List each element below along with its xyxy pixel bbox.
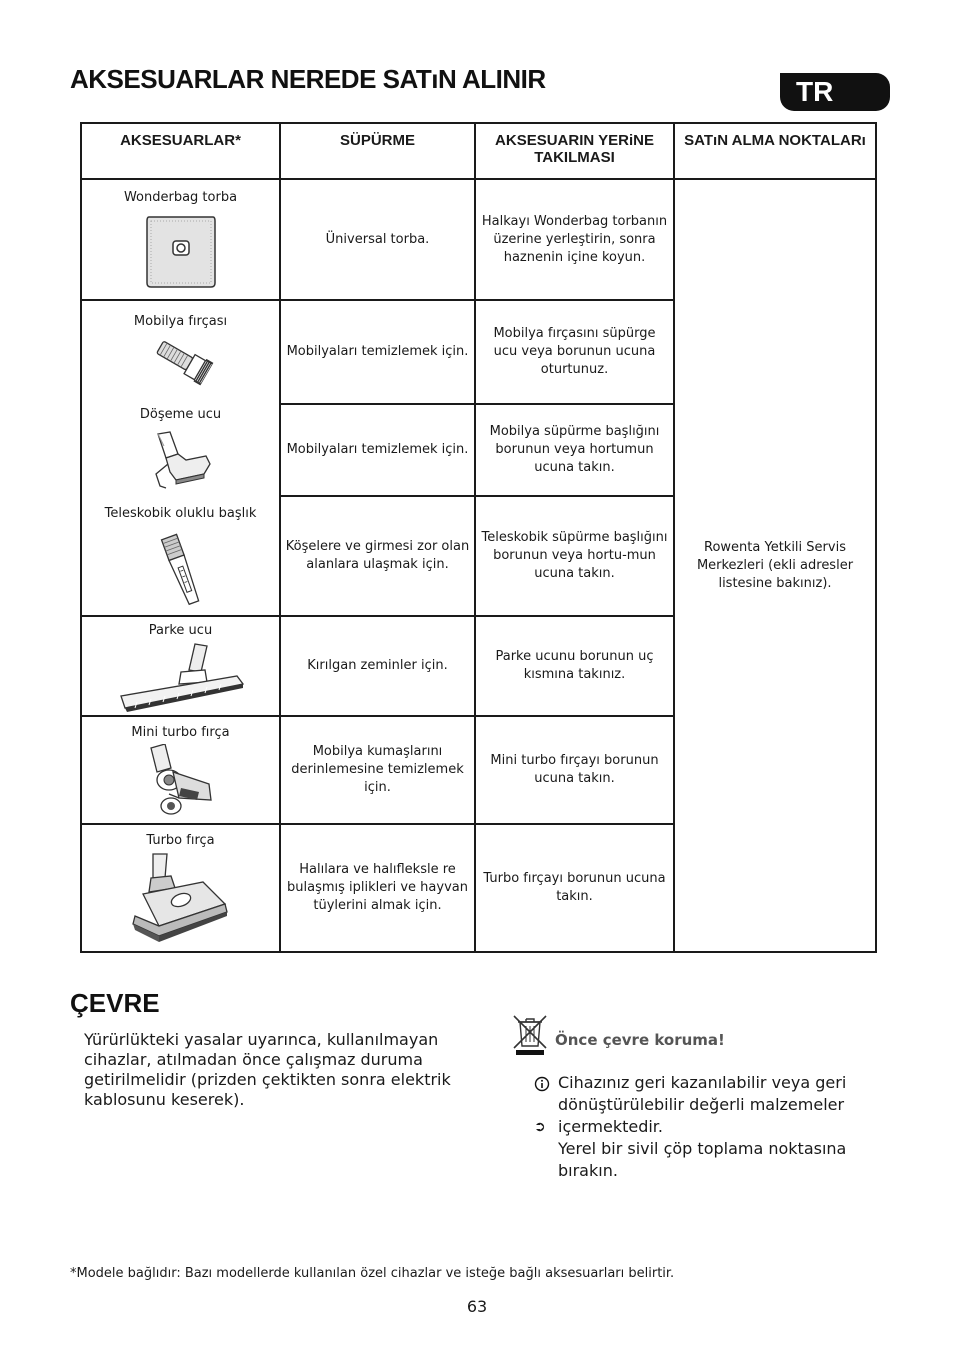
environment-recycling xyxy=(558,1072,858,1182)
accessories-table xyxy=(80,122,877,953)
use-cell: Kırılgan zeminler için. xyxy=(280,616,475,716)
accessory-cell xyxy=(81,616,280,716)
mini-turbo-brush-icon xyxy=(139,744,223,820)
fit-cell: Mini turbo fırçayı borunun ucuna takın. xyxy=(475,716,674,824)
header-vacuuming: SÜPÜRME xyxy=(280,123,475,179)
accessory-cell xyxy=(81,716,280,824)
table-row xyxy=(81,179,876,300)
accessory-cell xyxy=(81,404,280,496)
turbo-brush-icon xyxy=(129,852,233,948)
use-cell: Mobilyaları temizlemek için. xyxy=(280,300,475,404)
info-icon xyxy=(534,1076,550,1092)
fit-cell: Mobilya süpürme başlığını borunun veya hortumun ucuna takın. xyxy=(475,404,674,496)
language-badge: TR xyxy=(780,73,890,111)
purchase-cell: Rowenta Yetkili Servis Merkezleri (ekli adresler listesine bakınız). xyxy=(674,179,876,952)
recycling-action: Yerel bir sivil çöp toplama noktasına bırakın. xyxy=(558,1139,847,1180)
accessory-name: Teleskobik oluklu başlık xyxy=(104,505,257,521)
use-cell: Mobilyaları temizlemek için. xyxy=(280,404,475,496)
table-header-row xyxy=(81,123,876,179)
parquet-brush-icon xyxy=(115,642,247,714)
use-cell: Üniversal torba. xyxy=(280,179,475,300)
fit-cell: Halkayı Wonderbag torbanın üzerine yerleştirin, sonra haznenin içine koyun. xyxy=(475,179,674,300)
fit-cell: Teleskobik süpürme başlığını borunun veya hortu-mun ucuna takın. xyxy=(475,496,674,616)
accessory-name: Mini turbo fırça xyxy=(131,724,230,740)
use-cell: Mobilya kumaşlarını derinlemesine temizlemek için. xyxy=(280,716,475,824)
wonderbag-bag-icon xyxy=(143,213,219,291)
furniture-brush-icon xyxy=(146,337,216,393)
accessory-name: Wonderbag torba xyxy=(123,189,238,205)
accessory-cell xyxy=(81,179,280,300)
arrow-right-icon: ➲ xyxy=(534,1119,546,1135)
fit-cell: Mobilya fırçasını süpürge ucu veya borunun ucuna oturtunuz. xyxy=(475,300,674,404)
fit-cell: Turbo fırçayı borunun ucuna takın. xyxy=(475,824,674,952)
accessory-name: Mobilya fırçası xyxy=(133,313,228,329)
recycling-text: Cihazınız geri kazanılabilir veya geri dönüştürülebilir değerli malzemeler içermektedir. xyxy=(558,1073,847,1136)
footnote: *Modele bağlıdır: Bazı modellerde kullanılan özel cihazlar ve isteğe bağlı aksesuarları belirtir. xyxy=(70,1266,675,1281)
accessory-name: Döşeme ucu xyxy=(139,407,222,422)
header-purchase: SATıN ALMA NOKTALARı xyxy=(674,123,876,179)
environment-title: ÇEVRE xyxy=(70,988,160,1018)
accessory-cell xyxy=(81,496,280,616)
accessory-cell xyxy=(81,300,280,404)
environment-warning: Önce çevre koruma! xyxy=(555,1031,725,1049)
page-number: 63 xyxy=(466,1297,488,1316)
header-accessories: AKSESUARLAR* xyxy=(81,123,280,179)
use-cell: Köşelere ve girmesi zor olan alanlara ulaşmak için. xyxy=(280,496,475,616)
fit-cell: Parke ucunu borunun uç kısmına takınız. xyxy=(475,616,674,716)
accessory-name: Parke ucu xyxy=(148,622,213,638)
header-fitting: AKSESUARIN YERiNE TAKILMASI xyxy=(475,123,674,179)
accessory-name: Turbo fırça xyxy=(146,832,215,848)
upholstery-nozzle-icon xyxy=(146,430,216,494)
environment-instructions: Yürürlükteki yasalar uyarınca, kullanılmayan cihazlar, atılmadan önce çalışmaz duruma getirilmelidir (prizden çektikten sonra elektrik kablosunu keserek). xyxy=(84,1030,451,1109)
page-title: AKSESUARLAR NEREDE SATıN ALINIR xyxy=(70,64,546,94)
crevice-tool-icon xyxy=(151,533,211,607)
crossed-bin-icon xyxy=(512,1014,548,1056)
accessory-cell xyxy=(81,824,280,952)
use-cell: Halılara ve halıfleksle re bulaşmış iplikleri ve hayvan tüylerini almak için. xyxy=(280,824,475,952)
